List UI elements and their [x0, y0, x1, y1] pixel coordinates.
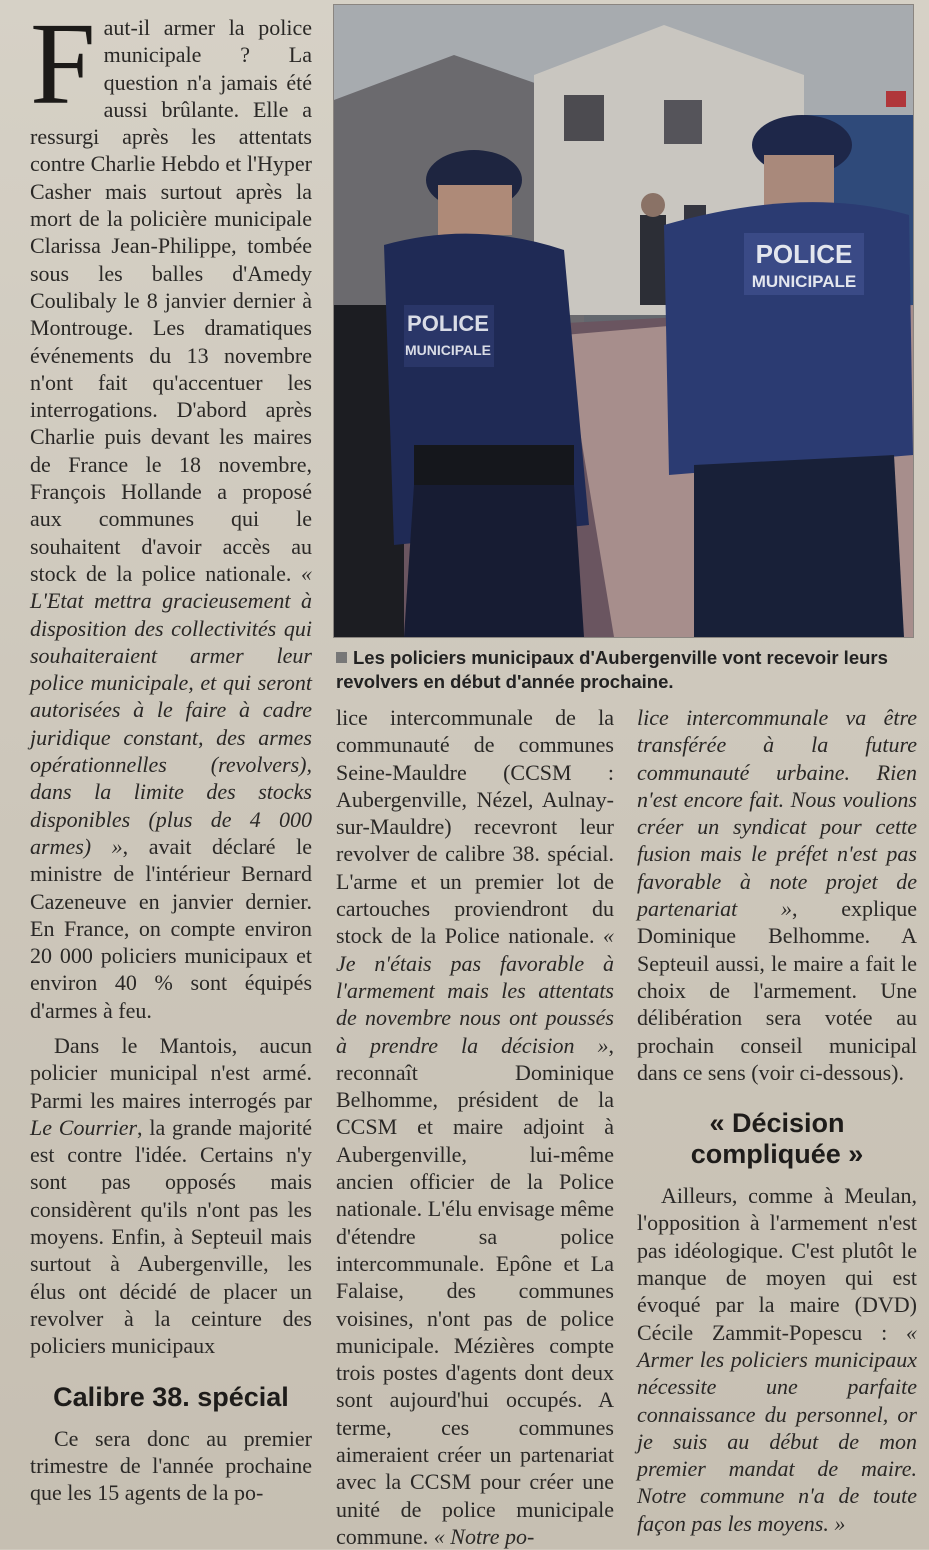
caption-square-icon — [336, 652, 347, 663]
column-2-text-a: lice intercommunale de la communauté de communes Seine-Mauldre (CCSM : Aubergenville, Nézel, Aulnay-sur-Mauldre) recevront leur revolver de calibre 38. spécial. L'arme et un premier lot de cartouches proviendront du stock de la Police nationale. — [336, 705, 614, 949]
article-column-1 — [30, 0, 312, 1506]
officer-left-belt — [414, 445, 574, 485]
officer-right-neck — [764, 155, 834, 205]
police-officers-illustration — [334, 5, 913, 637]
minister-quote: « L'Etat mettra gracieusement à disposition des collectivités qui souhaiteraient armer leur police municipale, et qui seront autorisées à le faire à cadre juridique constant, des armes opérationnelles (revolvers), dans la limite des stocks disponibles (plus de 4 000 armes) » — [30, 560, 312, 859]
intro-paragraph — [30, 0, 312, 1024]
officer-left-neck — [438, 185, 512, 235]
meulan-text: Ailleurs, comme à Meulan, l'opposition à l'armement n'est pas idéologique. C'est plutôt le manque de moyen qui est évoqué par la maire (DVD) Cécile Zammit-Popescu : — [637, 1183, 917, 1345]
article-column-2 — [336, 704, 614, 1550]
vest-text-right-municipale: MUNICIPALE — [751, 272, 857, 291]
pedestrian — [640, 215, 666, 305]
column-3-paragraph — [637, 704, 917, 1086]
vest-text-right-police: POLICE — [755, 239, 853, 269]
column-2-paragraph — [336, 704, 614, 1550]
subheading-calibre: Calibre 38. spécial — [53, 1381, 289, 1412]
vest-text-left-police: POLICE — [407, 311, 489, 336]
red-sign — [886, 91, 906, 107]
drop-cap: F — [30, 0, 96, 129]
newspaper-name: Le Courrier — [30, 1114, 138, 1140]
intro-text: aut-il armer la police municipale ? La question n'a jamais été aussi brûlante. Elle a ressurgi après les attentats contre Charlie Hebdo et l'Hyper Casher mais surtout après la mort de la policière municipale Clarissa Jean-Philippe, tombée sous les balles d'Amedy Coulibaly le 8 janvier dernier à Montrouge. Les dramatiques événements du 13 novembre n'ont fait qu'accentuer les interrogations. D'abord après Charlie puis devant les maires de France le 18 novembre, François Hollande a proposé aux communes qui le souhaitent d'avoir accès au stock de la police nationale. — [30, 15, 312, 586]
officer-right-trousers — [694, 455, 904, 637]
mantois-paragraph — [30, 1032, 312, 1360]
pedestrian-head — [641, 193, 665, 217]
article-photo — [333, 4, 914, 638]
belhomme-quote-continued: lice intercommunale va être transférée à la future communauté urbaine. Rien n'est encore fait. Nous voulions créer un syndicat pour cette fusion mais le préfet n'est pas favorable à note projet de partenariat » — [637, 705, 917, 922]
column-3-text-a: , explique Dominique Belhomme. A Septeuil aussi, le maire a fait le choix de l'armement. Une délibération sera votée au prochain conseil municipal dans ce sens (voir ci-dessous). — [637, 896, 917, 1085]
intro-text-tail: , avait déclaré le ministre de l'intérieur Bernard Cazeneuve en janvier dernier. En France, on compte environ 20 000 policiers municipaux et environ 40 % sont équipés d'armes à feu. — [30, 833, 312, 1023]
article-column-3 — [637, 704, 917, 1537]
window — [664, 100, 702, 144]
meulan-paragraph — [637, 1182, 917, 1537]
mantois-text-b: , la grande majorité est contre l'idée. Certains n'y sont pas opposés mais considèrent qu'ils n'ont pas les moyens. Enfin, à Septeuil mais surtout à Aubergenville, les élus ont décidé de placer un revolver à la ceinture des policiers municipaux — [30, 1114, 312, 1359]
column-2-quote-start: « Notre po- — [433, 1523, 535, 1549]
vest-text-left-municipale: MUNICIPALE — [404, 342, 492, 358]
officer-left-trousers — [404, 485, 584, 637]
belhomme-quote: « Je n'étais pas favorable à l'armement mais les attentats de novembre nous ont poussés à prendre la décision » — [336, 923, 614, 1058]
column-2-text-b: , reconnaît Dominique Belhomme, président de la CCSM et maire adjoint à Aubergenville, lui-même ancien officier de la Police nationale. L'élu envisage même d'étendre sa police intercommunale. Epône et La Falaise, des communes voisines, n'ont pas de police municipale. Mézières compte trois postes d'agents dont deux sont aujourd'hui occupés. A terme, ces communes aimeraient créer un partenariat avec la CCSM pour créer une unité de police municipale commune. — [336, 1032, 614, 1549]
calibre-paragraph: Ce sera donc au premier trimestre de l'année prochaine que les 15 agents de la po- — [30, 1425, 312, 1506]
mantois-text-a: Dans le Mantois, aucun policier municipal n'est armé. Parmi les maires interrogés par — [30, 1032, 312, 1113]
caption-text: Les policiers municipaux d'Aubergenville vont recevoir leurs revolvers en début d'année prochaine. — [336, 647, 888, 692]
mayor-quote: « Armer les policiers municipaux nécessite une parfaite connaissance du personnel, or je suis au début de mon premier mandat de maire. Notre commune n'a de toute façon pas les moyens. » — [637, 1319, 917, 1536]
photo-caption — [336, 646, 914, 694]
window — [564, 95, 604, 141]
subheading-decision: « Décision compliquée » — [690, 1108, 864, 1170]
